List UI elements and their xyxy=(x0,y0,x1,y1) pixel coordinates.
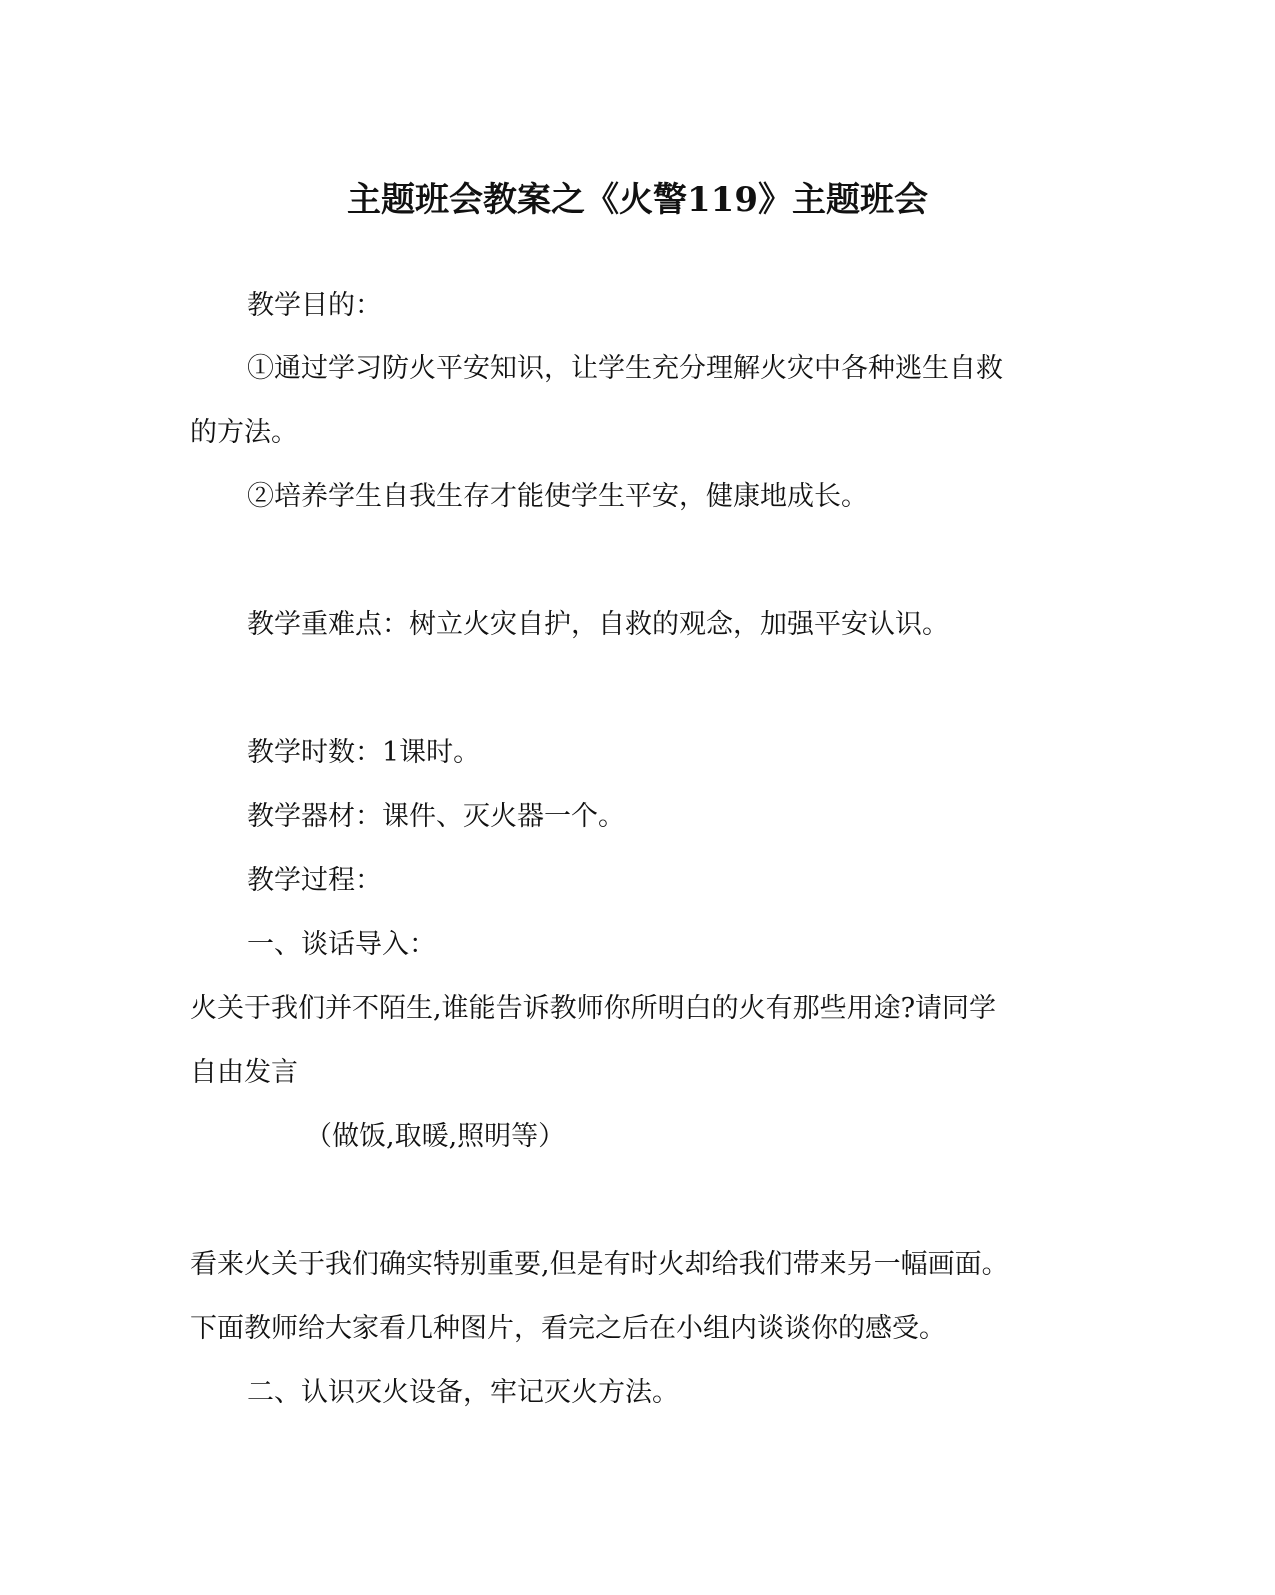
paragraph-2-line-2: 下面教师给大家看几种图片，看完之后在小组内谈谈你的感受。 xyxy=(190,1313,946,1344)
answer-examples: （做饭,取暖,照明等） xyxy=(305,1121,566,1152)
key-difficult-points: 教学重难点：树立火灾自护，自救的观念，加强平安认识。 xyxy=(247,609,949,640)
teaching-objective-heading: 教学目的： xyxy=(247,290,382,321)
section-1-heading: 一、谈话导入： xyxy=(247,929,436,960)
section-2-heading: 二、认识灭火设备，牢记灭火方法。 xyxy=(247,1377,679,1408)
document-title: 主题班会教案之《火警119》主题班会 xyxy=(347,180,928,220)
objective-2: ②培养学生自我生存才能使学生平安，健康地成长。 xyxy=(247,481,868,512)
objective-1-line-1: ①通过学习防火平安知识，让学生充分理解火灾中各种逃生自救 xyxy=(247,353,1003,384)
teaching-process-heading: 教学过程： xyxy=(247,865,382,896)
paragraph-2-line-1: 看来火关于我们确实特别重要,但是有时火却给我们带来另一幅画面。 xyxy=(190,1249,1009,1280)
objective-1-line-2: 的方法。 xyxy=(190,417,298,448)
paragraph-1-line-2: 自由发言 xyxy=(190,1057,298,1088)
teaching-hours: 教学时数：1课时。 xyxy=(247,737,481,768)
paragraph-1-line-1: 火关于我们并不陌生,谁能告诉教师你所明白的火有那些用途?请同学 xyxy=(190,993,997,1024)
teaching-materials: 教学器材：课件、灭火器一个。 xyxy=(247,801,625,832)
